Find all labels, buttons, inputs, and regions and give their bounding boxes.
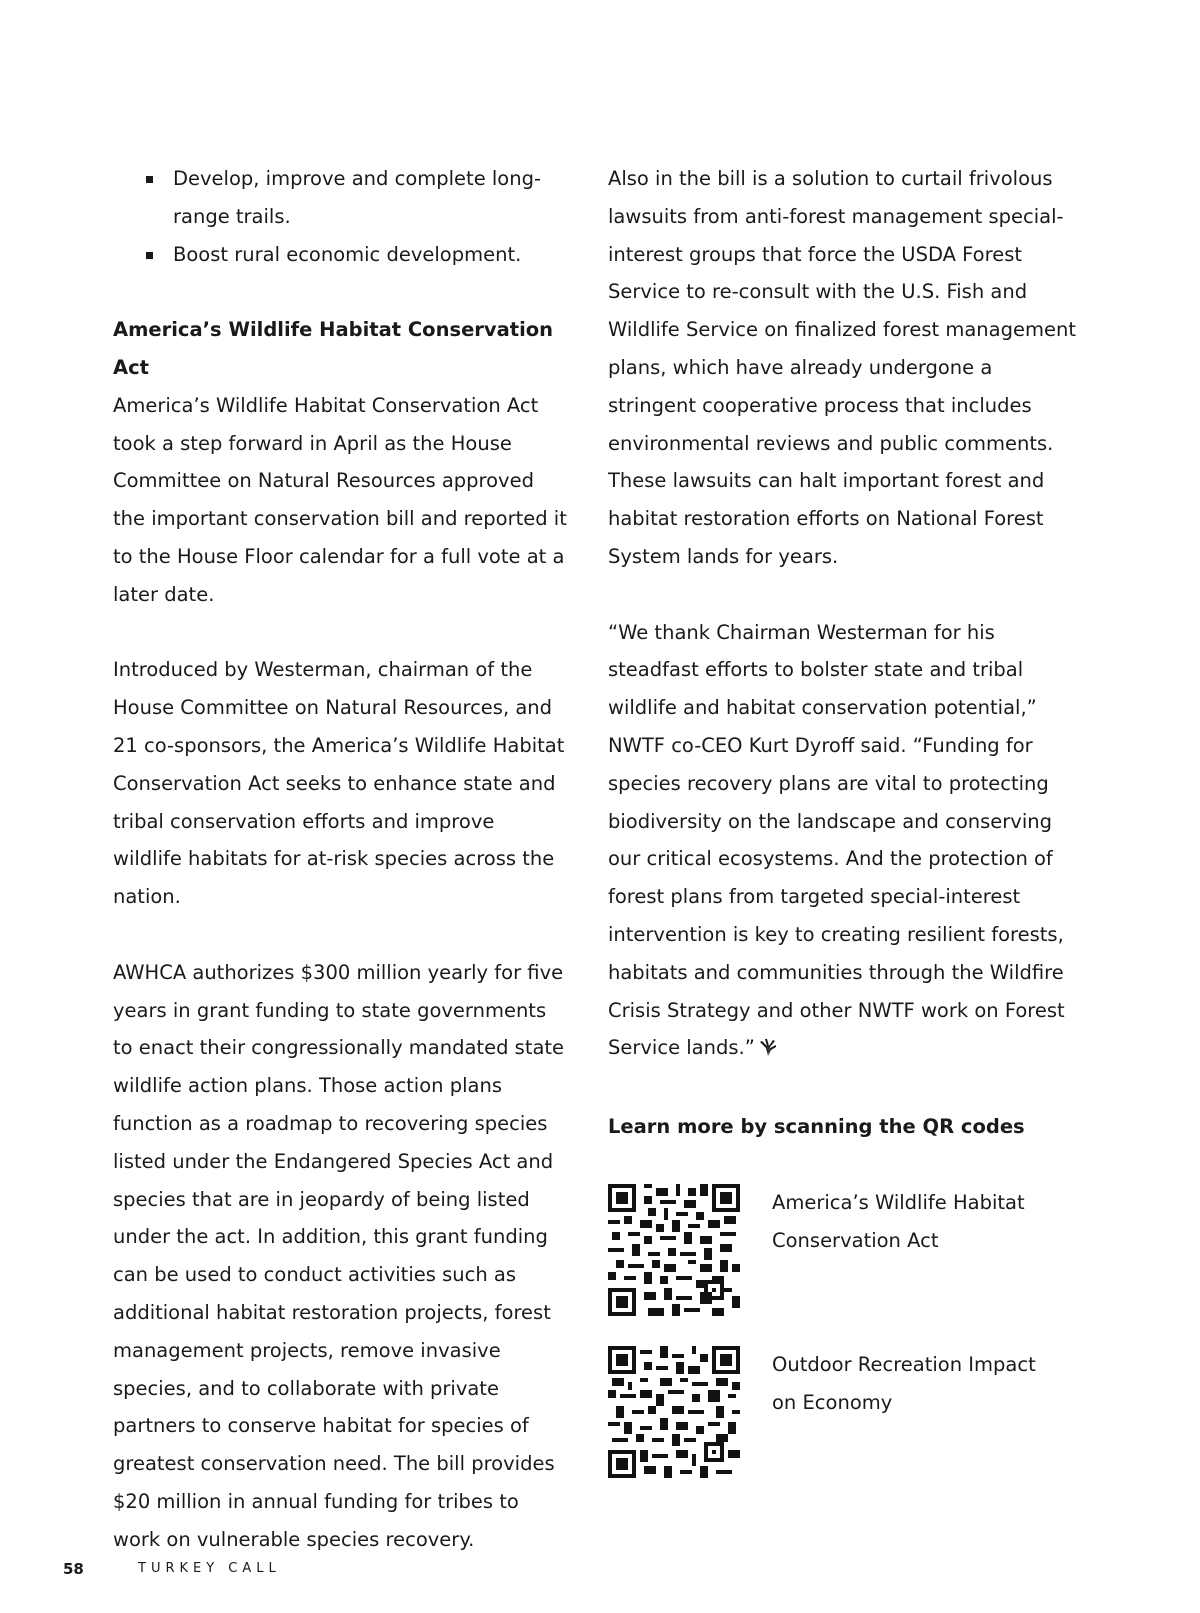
quote-text: “We thank Chairman Westerman for his steadfast efforts to bolster state and tribal wildlife and habitat conservation potential,” NWTF co-CEO Kurt Dyroff said. “Funding for species recovery plans are vital to protecting biodiversity on the landscape and conserving our critical ecosystems. And the protection of forest plans from targeted special-interest intervention is key to creating resilient forests, habitats and communities through the Wildfire Crisis Strategy and other NWTF work on Forest Service lands.” — [608, 620, 1065, 1060]
qr-item — [608, 1346, 1078, 1478]
left-column — [113, 160, 568, 1558]
paragraph: AWHCA authorizes $300 million yearly for five years in grant funding to state governments to enact their congressionally mandated state wildlife action plans. Those action plans function as a roadmap to recovering species listed under the Endangered Species Act and species that are in jeopardy of being listed under the act. In addition, this grant funding can be used to conduct activities such as additional habitat restoration projects, forest management projects, remove invasive species, and to collaborate with private partners to conserve habitat for species of greatest conservation need. The bill provides $20 million in annual funding for tribes to work on vulnerable species recovery. — [113, 960, 565, 1551]
section-heading: America’s Wildlife Habitat Conservation Act — [113, 318, 554, 379]
right-column — [608, 160, 1078, 1478]
page-footer — [63, 1560, 281, 1578]
bullet-item: Develop, improve and complete long-range trails. — [113, 160, 568, 236]
paragraph: America’s Wildlife Habitat Conservation Act took a step forward in April as the House Committee on Natural Resources approved the important conservation bill and reported it to the House Floor calendar for a full vote at a later date. — [113, 393, 567, 606]
magazine-name: TURKEY CALL — [138, 1561, 281, 1576]
bullet-list — [113, 160, 568, 273]
qr-heading: Learn more by scanning the QR codes — [608, 1114, 1025, 1138]
bullet-item: Boost rural economic development. — [113, 236, 568, 274]
paragraph: Introduced by Westerman, chairman of the House Committee on Natural Resources, and 21 co-sponsors, the America’s Wildlife Habitat Conservation Act seeks to enhance state and tribal conservation efforts and improve wildlife habitats for at-risk species across the nation. — [113, 658, 565, 909]
qr-item — [608, 1184, 1078, 1316]
qr-code-outdoor-recreation[interactable] — [608, 1346, 740, 1478]
page-number: 58 — [63, 1560, 84, 1578]
paragraph: Also in the bill is a solution to curtail frivolous lawsuits from anti-forest management special-interest groups that force the USDA Forest Service to re-consult with the U.S. Fish and Wildlife Service on finalized forest management plans, which have already undergone a stringent cooperative process that includes environmental reviews and public comments. These lawsuits can halt important forest and habitat restoration efforts on National Forest System lands for years. — [608, 167, 1076, 568]
paragraph — [608, 614, 1078, 1071]
qr-code-awhca[interactable] — [608, 1184, 740, 1316]
nwtf-turkey-icon — [759, 1032, 777, 1070]
qr-label: Outdoor Recreation Impact on Economy — [772, 1352, 1036, 1414]
qr-label: America’s Wildlife Habitat Conservation Act — [772, 1190, 1025, 1252]
